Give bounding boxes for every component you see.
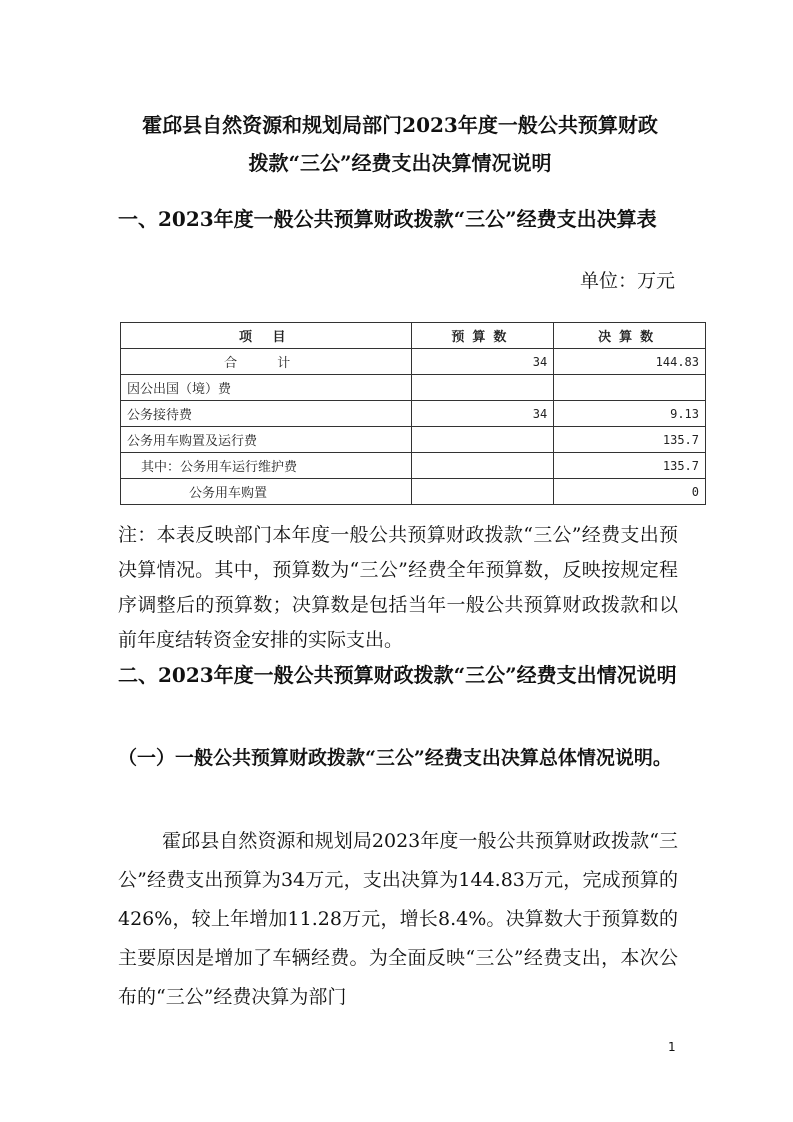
- title-line-1: 霍邱县自然资源和规划局部门2023年度一般公共预算财政: [142, 113, 658, 137]
- row-budget: [412, 453, 554, 479]
- subsection-1-heading: （一）一般公共预算财政拨款“三公”经费支出决算总体情况说明。: [118, 747, 672, 769]
- row-budget: [412, 427, 554, 453]
- table-row: [121, 401, 706, 427]
- body-paragraph: [118, 822, 678, 1017]
- row-budget: 34: [412, 401, 554, 427]
- unit-label: 单位：万元: [579, 270, 675, 292]
- section-1-heading: 一、2023年度一般公共预算财政拨款“三公”经费支出决算表: [118, 207, 657, 231]
- row-actual: 0: [554, 479, 706, 505]
- header-item: 项 目: [121, 323, 412, 349]
- header-budget: 预算数: [412, 323, 554, 349]
- page-number: 1: [668, 1040, 676, 1054]
- row-actual: 9.13: [554, 401, 706, 427]
- table-header-row: [121, 323, 706, 349]
- row-label: 因公出国（境）费: [121, 375, 412, 401]
- document-title: [100, 106, 700, 182]
- row-label: 其中：公务用车运行维护费: [121, 453, 412, 479]
- row-label: 公务用车购置: [121, 479, 412, 505]
- row-label: 公务用车购置及运行费: [121, 427, 412, 453]
- title-line-2: 拨款“三公”经费支出决算情况说明: [248, 151, 552, 175]
- table-row: [121, 427, 706, 453]
- row-actual: [554, 375, 706, 401]
- table-row: [121, 453, 706, 479]
- expense-table: [120, 322, 706, 505]
- row-actual: 135.7: [554, 453, 706, 479]
- paragraph-text: 霍邱县自然资源和规划局2023年度一般公共预算财政拨款“三公”经费支出预算为34万元，支出决算为144.83万元，完成预算的426%，较上年增加11.28万元，增长8.4%。决算数大于预算数的主要原因是增加了车辆经费。为全面反映“三公”经费支出，本次公布的“三公”经费决算为部门: [118, 830, 678, 1008]
- row-budget: [412, 375, 554, 401]
- table-row: [121, 375, 706, 401]
- row-label: 合 计: [121, 349, 412, 375]
- row-label: 公务接待费: [121, 401, 412, 427]
- table-row-total: [121, 349, 706, 375]
- section-2-heading: 二、2023年度一般公共预算财政拨款“三公”经费支出情况说明: [118, 663, 677, 687]
- row-budget: [412, 479, 554, 505]
- table-note: 注：本表反映部门本年度一般公共预算财政拨款“三公”经费支出预决算情况。其中，预算数为“三公”经费全年预算数，反映按规定程序调整后的预算数；决算数是包括当年一般公共预算财政拨款和以前年度结转资金安排的实际支出。: [118, 524, 678, 651]
- row-actual: 144.83: [554, 349, 706, 375]
- row-actual: 135.7: [554, 427, 706, 453]
- header-actual: 决算数: [554, 323, 706, 349]
- table-row: [121, 479, 706, 505]
- row-budget: 34: [412, 349, 554, 375]
